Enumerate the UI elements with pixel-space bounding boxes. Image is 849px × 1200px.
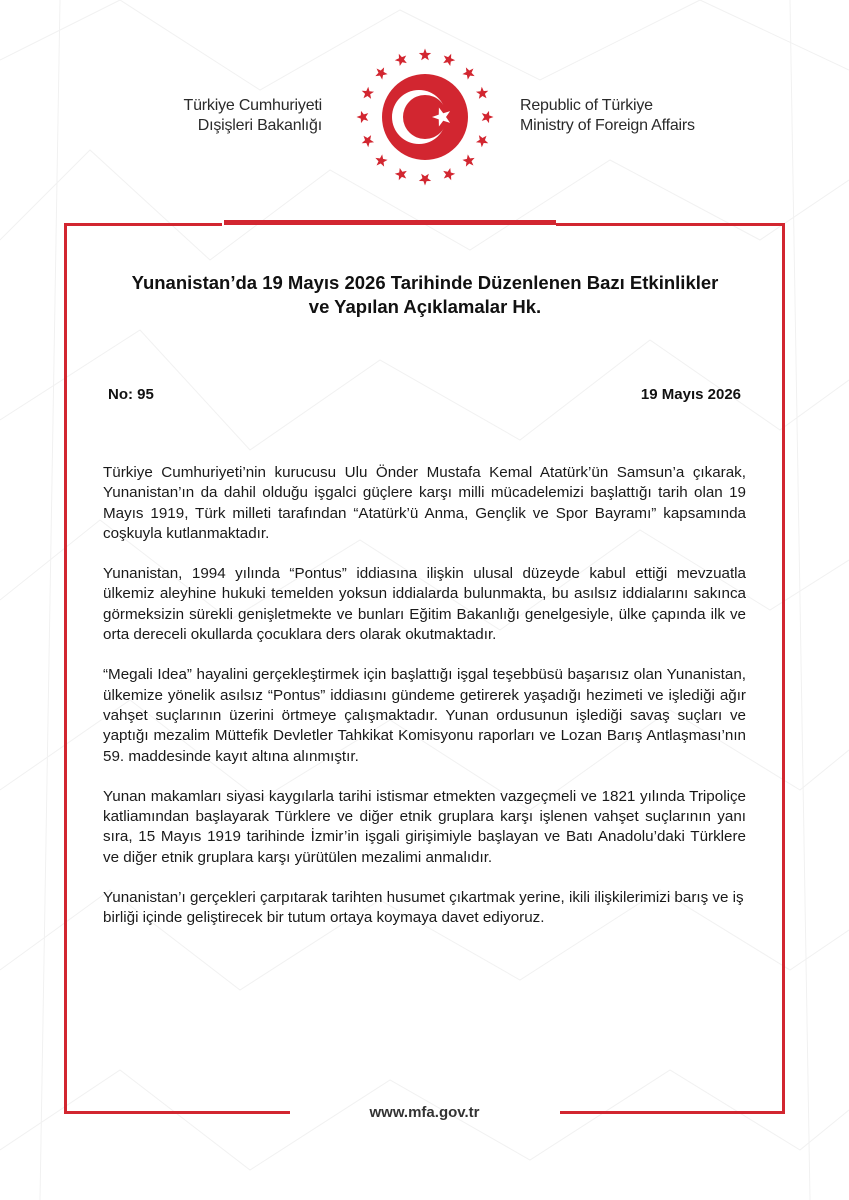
statement-body — [103, 463, 746, 949]
frame-left — [64, 223, 67, 1114]
emblem-star-icon — [375, 154, 387, 166]
paragraph: Yunan makamları siyasi kaygılarla tarihi istismar etmekten vazgeçmeli ve 1821 yılında Tripoliçe katliamından başlayarak Türklere ve diğer etnik gruplara karşı işlenen vahşet suçlarının yanı sıra, 15 Mayıs 1919 tarihinde İzmir’in işgali girişimiyle başlayan ve Batı Anadolu’daki Türklere ve diğer etnik gruplara karşı yürütülen mezalimi anmalıdır. — [103, 787, 746, 866]
document-title-line1: Yunanistan’da 19 Mayıs 2026 Tarihinde Düzenlenen Bazı Etkinlikler — [131, 272, 719, 293]
emblem-star-icon — [357, 111, 369, 123]
ministry-name-en-line2: Ministry of Foreign Affairs — [520, 117, 695, 134]
emblem-star-icon — [482, 111, 494, 123]
emblem-star-icon — [443, 54, 455, 66]
paragraph: Yunanistan’ı gerçekleri çarpıtarak tarihten husumet çıkartmak yerine, ikili ilişkilerimizi barış ve iş birliği içinde geliştirecek bir tutum ortaya koymaya davet ediyoruz. — [103, 889, 744, 927]
paragraph: “Megali Idea” hayalini gerçekleştirmek için başlattığı işgal teşebbüsü başarısız olan Yunanistan, ülkemize yönelik asılsız “Pontus” iddiasını gündeme getirerek yaşadığı hezimeti ve işlediği ağır vahşet suçlarının üzerini örtmeye çalışmaktadır. Yunan ordusunun işlediği savaş suçları ve yaptığı mezalim Müttefik Devletler Tahkikat Komisyonu raporları ve Lozan Barış Antlaşması’nın 59. maddesinde kayıt altına alınmıştır. — [103, 666, 746, 765]
footer-website-link[interactable]: www.mfa.gov.tr — [369, 1104, 480, 1121]
emblem-star-icon — [476, 87, 488, 99]
emblem-star-icon — [419, 49, 431, 61]
document-title-line2: ve Yapılan Açıklamalar Hk. — [308, 296, 542, 317]
ministry-name-turkish — [184, 96, 322, 136]
frame-right — [782, 223, 785, 1114]
frame-bottom-right — [560, 1111, 785, 1114]
frame-top-accent — [224, 220, 556, 225]
frame-top-left — [64, 223, 222, 226]
paragraph: Yunanistan, 1994 yılında “Pontus” iddiasına ilişkin ulusal düzeyde kabul ettiği mevzuatla ülkemiz aleyhine hukuki temelden yoksun iddialarda bulunmakta, bu asılsız iddialarını sakınca görmeksizin sürekli genişletmekte ve bunları Eğitim Bakanlığı genelgesiyle, ülke çapında ilk ve orta dereceli okullarda çocuklara ders olarak okutmaktadır. — [103, 565, 746, 644]
document-title — [90, 271, 760, 319]
emblem-star-icon — [395, 54, 407, 66]
statement-date: 19 Mayıs 2026 — [640, 386, 741, 403]
emblem-star-icon — [419, 174, 431, 186]
ministry-name-tr-line2: Dışişleri Bakanlığı — [197, 117, 322, 134]
emblem-star-icon — [476, 135, 488, 147]
emblem-star-icon — [395, 168, 407, 180]
emblem-star-icon — [362, 135, 374, 147]
emblem-star-icon — [362, 87, 374, 99]
emblem-star-icon — [443, 168, 455, 180]
emblem-star-icon — [375, 67, 387, 79]
turkish-state-emblem-icon — [352, 44, 498, 190]
frame-top-right — [556, 223, 785, 226]
statement-number: No: 95 — [108, 386, 154, 403]
paragraph: Türkiye Cumhuriyeti’nin kurucusu Ulu Önder Mustafa Kemal Atatürk’ün Samsun’a çıkarak, Yunanistan’ın da dahil olduğu işgalci güçlere karşı milli mücadelemizi başlattığı tarih olan 19 Mayıs 1919, Türk milleti tarafından “Atatürk’ü Anma, Gençlik ve Spor Bayramı” kapsamında coşkuyla kutlanmaktadır. — [103, 464, 746, 542]
frame-bottom-left — [64, 1111, 290, 1114]
ministry-name-en-line1: Republic of Türkiye — [520, 97, 653, 114]
emblem-star-icon — [462, 154, 474, 166]
emblem-star-icon — [462, 67, 474, 79]
ministry-name-tr-line1: Türkiye Cumhuriyeti — [183, 97, 322, 114]
ministry-name-english — [520, 96, 695, 136]
